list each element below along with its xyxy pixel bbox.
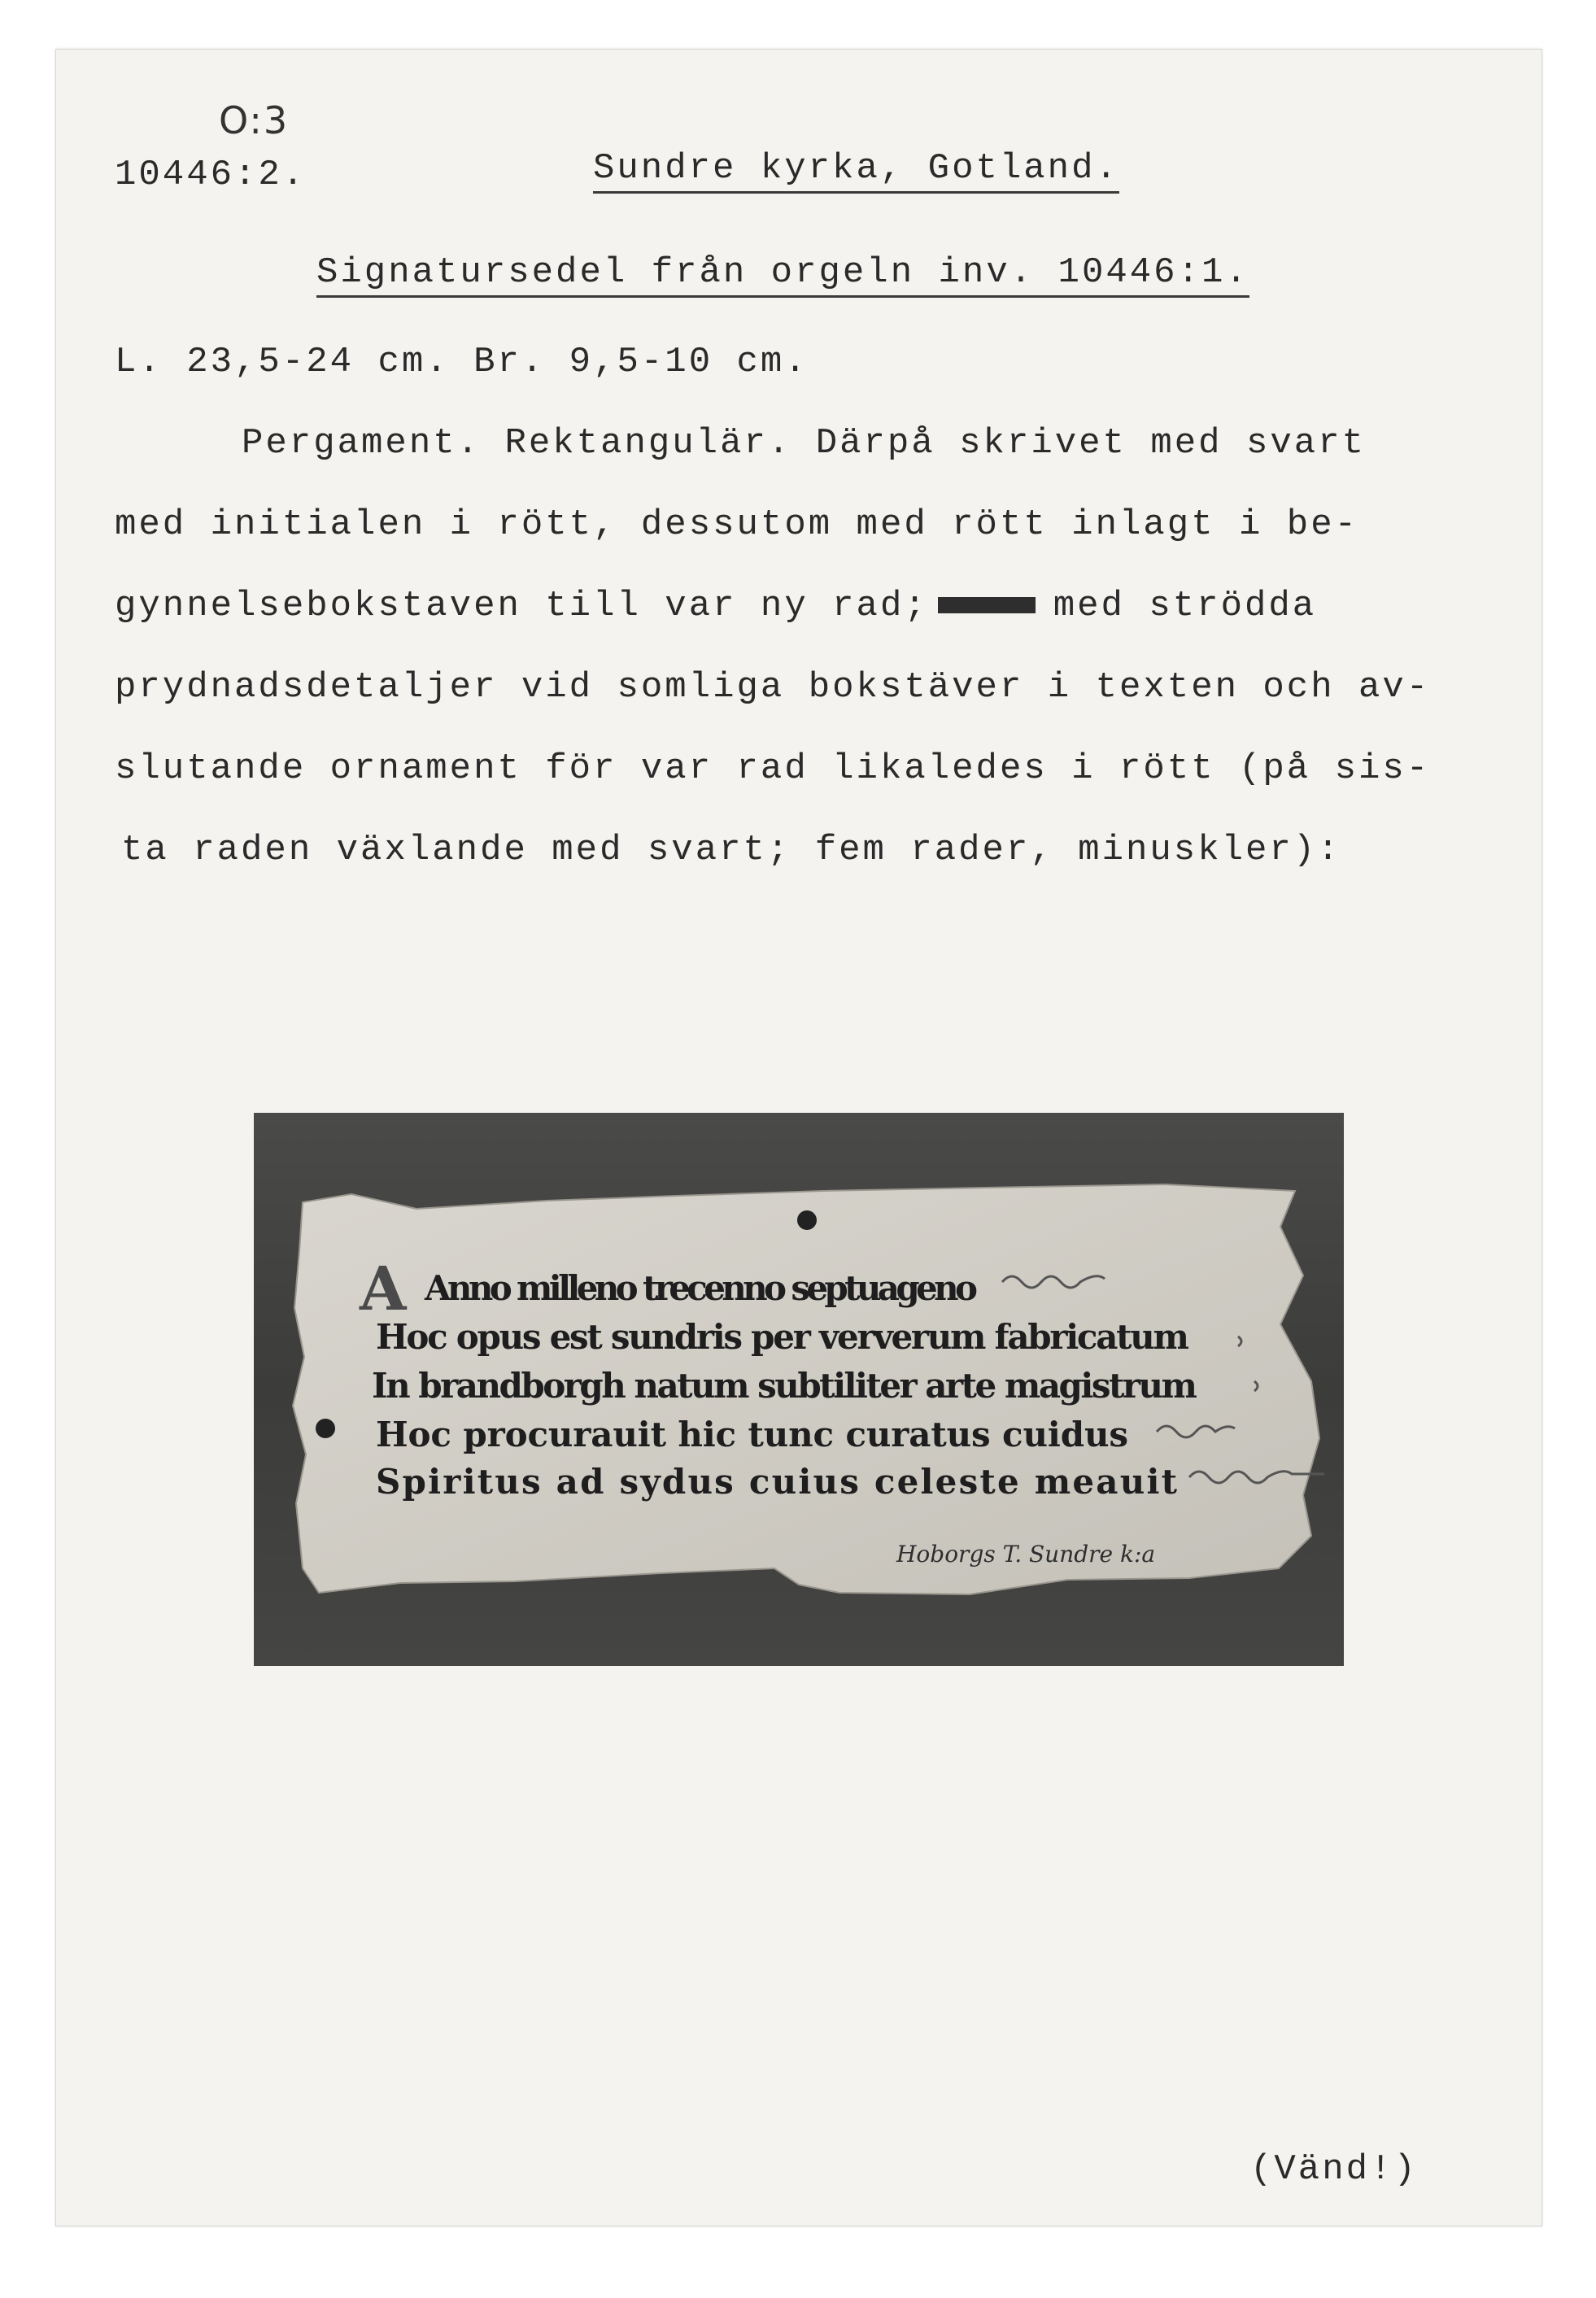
description-line-6: ta raden växlande med svart; fem rader, minuskler): (121, 830, 1341, 870)
description-line-3-end: med strödda (1053, 586, 1317, 626)
footer-note: (Vänd!) (1250, 2149, 1418, 2190)
parchment-photo (254, 1113, 1344, 1666)
manuscript-line-2: Hoc opus est sundris per ververum fabricatum (376, 1317, 1189, 1357)
parchment-hole (316, 1419, 335, 1438)
parchment-hole (797, 1210, 817, 1230)
struck-word (938, 597, 1036, 613)
handwritten-number: O:3 (219, 98, 290, 142)
manuscript-line-4: Hoc procurauit hic tunc curatus cuidus (376, 1415, 1128, 1454)
manuscript-line-1: Anno milleno trecenno septuageno (425, 1268, 978, 1308)
inventory-number: 10446:2. (115, 155, 307, 195)
description-line-3 (115, 588, 1316, 624)
pencil-annotation: Hoborgs T. Sundre k:a (896, 1541, 1156, 1568)
subject-heading: Signatursedel från orgeln inv. 10446:1. (316, 255, 1249, 298)
description-line-3-text: gynnelsebokstaven till var ny rad; (115, 586, 928, 626)
manuscript-line-5: Spiritus ad sydus cuius celeste meauit (376, 1462, 1177, 1502)
description-line-2: med initialen i rött, dessutom med rött inlagt i be- (115, 504, 1359, 545)
manuscript-line-3: In brandborgh natum subtiliter arte magistrum (372, 1366, 1197, 1406)
parchment-svg (254, 1113, 1344, 1666)
description-line-1: Pergament. Rektangulär. Därpå skrivet med svart (242, 423, 1367, 464)
description-line-4: prydnadsdetaljer vid somliga bokstäver i texten och av- (115, 667, 1431, 708)
dimensions-line: L. 23,5-24 cm. Br. 9,5-10 cm. (115, 342, 809, 382)
location-heading: Sundre kyrka, Gotland. (593, 150, 1119, 194)
description-line-5: slutande ornament för var rad likaledes i rött (på sis- (115, 748, 1431, 789)
manuscript-initial: A (360, 1254, 407, 1324)
